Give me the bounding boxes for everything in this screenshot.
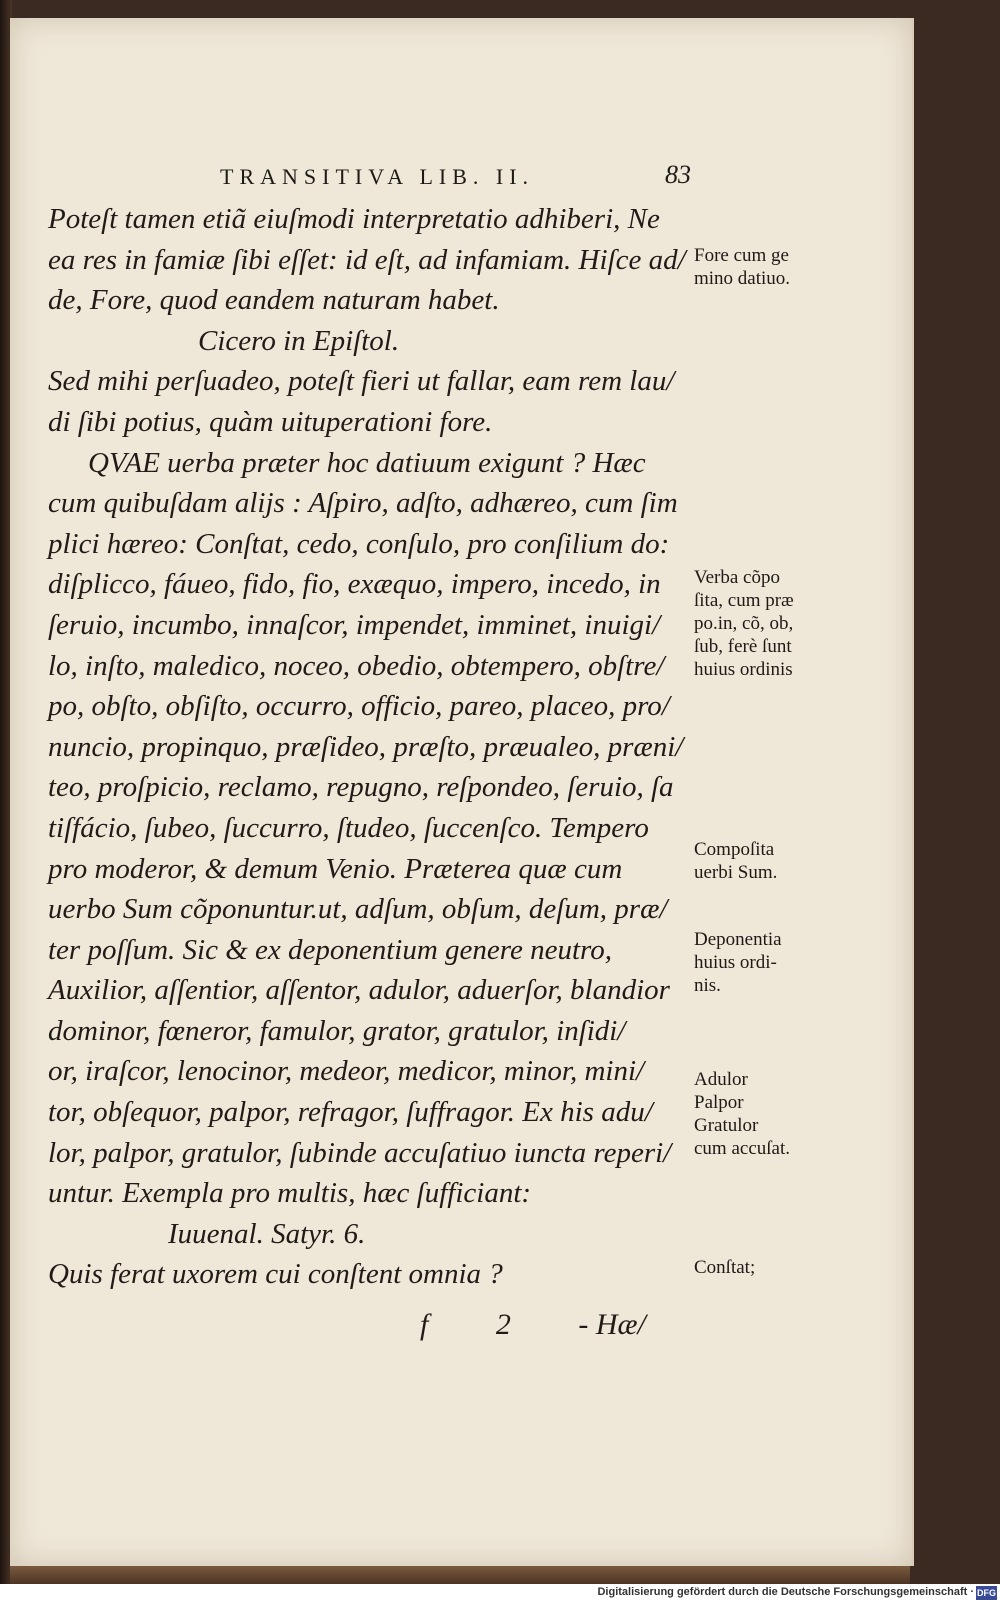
text-line: ea res in famiæ ſibi eſſet: id eſt, ad infamiam. Hiſce ad/	[48, 243, 686, 276]
margin-note-composita-sum: Compoſita uerbi Sum.	[694, 839, 778, 883]
citation-heading: Cicero in Epiſtol.	[198, 324, 400, 357]
signature-mark: f	[420, 1308, 429, 1341]
text-line: plici hæreo: Conſtat, cedo, conſulo, pro conſilium do:	[48, 527, 670, 560]
text-line: tiſfácio, ſubeo, ſuccurro, ſtudeo, ſuccenſco. Tempero	[48, 811, 649, 844]
text-line: cum quibuſdam alijs : Aſpiro, adſto, adhæreo, cum ſim	[48, 487, 678, 520]
page-header	[10, 160, 912, 200]
text-line: Quis ferat uxorem cui conſtent omnia ?	[48, 1258, 503, 1291]
text-line: ter poſſum. Sic & ex deponentium genere neutro,	[48, 933, 613, 966]
page-number: 83	[665, 160, 691, 189]
margin-note-adulor: Adulor Palpor Gratulor cum accuſat.	[694, 1069, 791, 1159]
margin-note-verba-composita: Verba cõpo ſita, cum præ po.in, cõ, ob, ſub, ferè ſunt huius ordinis	[694, 567, 794, 680]
text-line: lo, inſto, maledico, noceo, obedio, obtempero, obſtre/	[48, 649, 665, 682]
margin-note-constat: Conſtat;	[694, 1257, 756, 1278]
footer-credit: Digitalisierung gefördert durch die Deutsche Forschungsgemeinschaft ·	[597, 1586, 974, 1598]
text-line: de, Fore, quod eandem naturam habet.	[48, 284, 500, 317]
text-line: pro moderor, & demum Venio. Præterea quæ cum	[48, 852, 623, 885]
margin-note-deponentia: Deponentia huius ordi- nis.	[694, 929, 782, 996]
text-line: teo, proſpicio, reclamo, repugno, reſpondeo, ſeruio, ſa	[48, 771, 674, 804]
text-line: tor, obſequor, palpor, refragor, ſuffragor. Ex his adu/	[48, 1096, 653, 1129]
citation-heading: Iuuenal. Satyr. 6.	[168, 1217, 366, 1250]
catchword: - Hæ/	[578, 1308, 646, 1341]
text-line: nuncio, propinquo, præſideo, præſto, præualeo, præni/	[48, 730, 684, 763]
page-bottom-edge	[10, 1566, 910, 1584]
digitization-footer	[0, 1584, 1000, 1604]
text-line: lor, palpor, gratulor, ſubinde accuſatiuo iuncta reperi/	[48, 1136, 672, 1169]
signature-line	[420, 1308, 706, 1342]
text-line: Sed mihi perſuadeo, poteſt fieri ut fallar, eam rem lau/	[48, 365, 675, 398]
text-line: or, iraſcor, lenocinor, medeor, medicor, minor, mini/	[48, 1055, 645, 1088]
text-line: ſeruio, incumbo, innaſcor, impendet, imminet, inuigi/	[48, 608, 661, 641]
text-line: Poteſt tamen etiã eiuſmodi interpretatio adhiberi, Ne	[48, 203, 660, 235]
running-head: TRANSITIVA LIB. II.	[220, 164, 535, 189]
dfg-logo-icon: DFG	[977, 1588, 996, 1598]
text-line: QVAE uerba præter hoc datiuum exigunt ? Hæc	[88, 446, 646, 479]
text-line: uerbo Sum cõponuntur.ut, adſum, obſum, deſum, præ/	[48, 893, 668, 926]
signature-number: 2	[495, 1308, 511, 1341]
main-text-block	[48, 199, 698, 1295]
text-line: po, obſto, obſiſto, occurro, officio, pareo, placeo, pro/	[48, 690, 670, 723]
text-line: Auxilior, aſſentior, aſſentor, adulor, aduerſor, blandior	[48, 974, 670, 1007]
text-line: diſplicco, fáueo, fido, fio, exæquo, impero, incedo, in	[48, 568, 661, 601]
margin-note-fore: Fore cum ge mino datiuo.	[694, 245, 791, 289]
text-line: di ſibi potius, quàm uituperationi fore.	[48, 405, 493, 438]
book-page	[10, 18, 914, 1566]
text-line: untur. Exempla pro multis, hæc ſufficiant:	[48, 1177, 532, 1210]
text-line: dominor, fœneror, famulor, grator, gratulor, inſidi/	[48, 1014, 626, 1047]
